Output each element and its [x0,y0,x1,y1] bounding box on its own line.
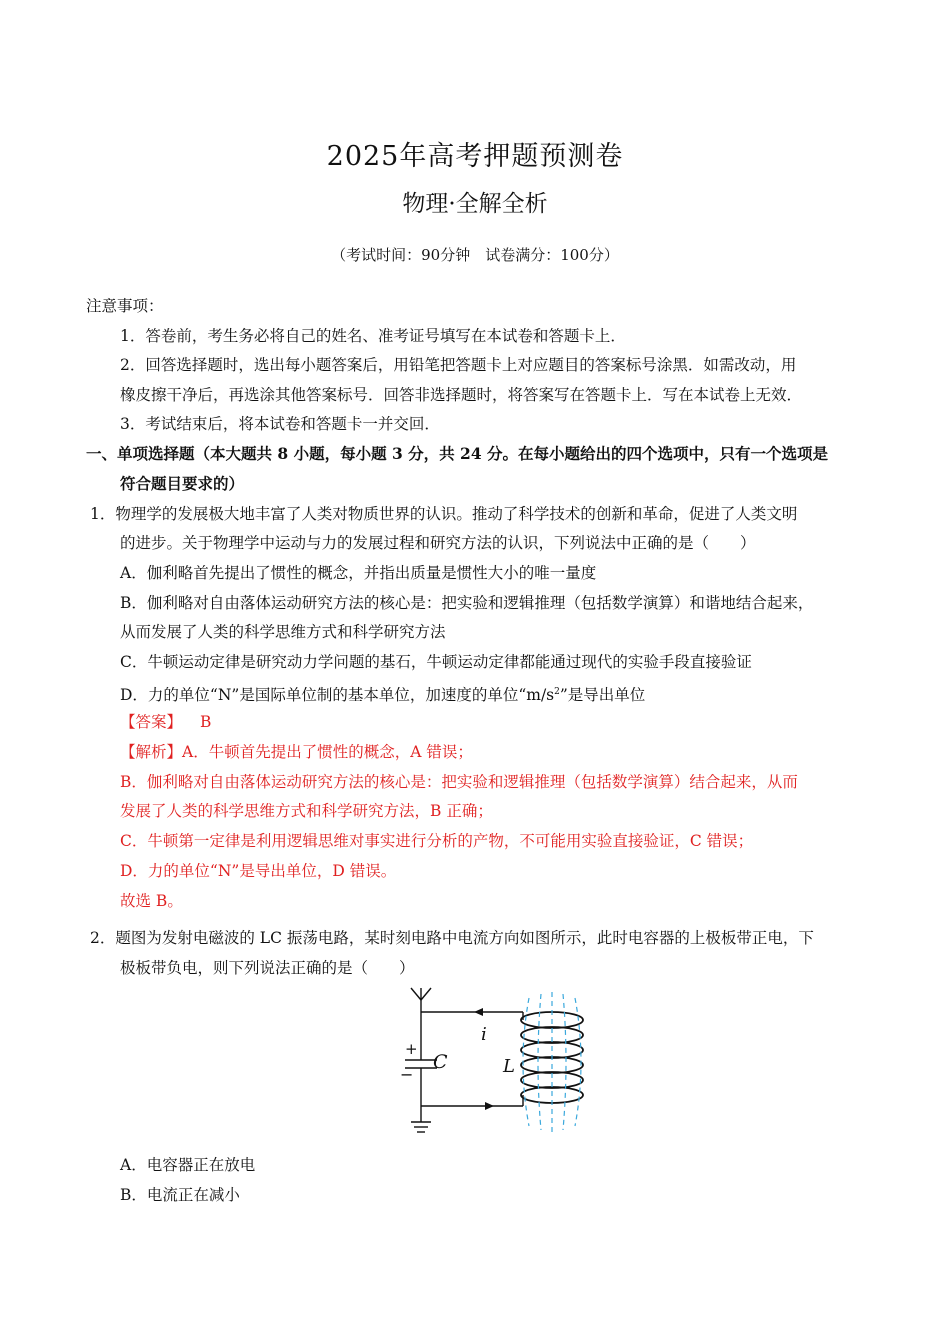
q1-stem-line-1: 1．物理学的发展极大地丰富了人类对物质世界的认识。推动了科学技术的创新和革命，促进了人类文明 [90,505,798,523]
q1-option-b-line-2: 从而发展了人类的科学思维方式和科学研究方法 [120,623,446,641]
page-title: 2025年高考押题预测卷 [326,141,624,172]
notes-item-3: 3．考试结束后，将本试卷和答题卡一并交回． [120,415,440,433]
q1-analysis-b-line-2: 发展了人类的科学思维方式和科学研究方法，B 正确； [120,802,493,820]
antenna-icon [411,988,431,1012]
magnetic-field-lines [523,992,581,1132]
notes-item-2-line-2: 橡皮擦干净后，再选涂其他答案标号．回答非选择题时，将答案写在答题卡上．写在本试卷上无效． [120,386,803,404]
current-arrow-bottom [485,1102,494,1110]
label-minus: − [400,1065,414,1084]
q1-option-d-superscript: 2 [554,687,560,697]
q1-analysis-d: D．力的单位“N”是导出单位，D 错误。 [120,862,397,880]
analysis-label: 【解析】 [120,743,183,761]
q1-conclusion: 故选 B。 [120,892,183,910]
q1-option-d [120,682,645,705]
q2-stem-line-2: 极板带负电，则下列说法正确的是（ ） [120,959,415,977]
lc-circuit-diagram [395,984,595,1139]
q2-option-a: A．电容器正在放电 [120,1156,256,1174]
q2-option-b: B．电流正在减小 [120,1186,240,1204]
q1-answer [120,712,211,732]
label-inductor-l: L [503,1056,515,1077]
q1-option-c: C．牛顿运动定律是研究动力学问题的基石，牛顿运动定律都能通过现代的实验手段直接验证 [120,653,752,671]
q1-option-d-text: D．力的单位“N”是国际单位制的基本单位，加速度的单位“m/s [120,686,555,705]
label-plus: + [405,1040,418,1058]
section-heading-line-1: 一、单项选择题（本大题共 8 小题，每小题 3 分，共 24 分。在每小题给出的四个选项中，只有一个选项是 [86,444,829,463]
section-heading-line-2: 符合题目要求的） [120,474,245,493]
exam-info: （考试时间：90分钟 试卷满分：100分） [331,246,619,264]
q1-analysis-c: C．牛顿第一定律是利用逻辑思维对事实进行分析的产物，不可能用实验直接验证，C 错误； [120,832,754,850]
analysis-a-text: A．牛顿首先提出了惯性的概念，A 错误； [182,743,473,761]
q1-analysis-a [120,742,473,762]
answer-value: B [200,713,212,731]
q1-stem-line-2: 的进步。关于物理学中运动与力的发展过程和研究方法的认识，下列说法中正确的是（ ） [120,534,756,552]
notes-item-2-line-1: 2．回答选择题时，选出每小题答案后，用铅笔把答题卡上对应题目的答案标号涂黑．如需改动，用 [120,356,797,374]
ground-icon [411,1106,431,1132]
current-arrow-top [474,1008,483,1016]
page-subtitle: 物理·全解全析 [402,191,548,217]
q1-option-b-line-1: B．伽利略对自由落体运动研究方法的核心是：把实验和逻辑推理（包括数学演算）和谐地结合起来， [120,594,814,612]
q1-analysis-b-line-1: B．伽利略对自由落体运动研究方法的核心是：把实验和逻辑推理（包括数学演算）结合起来，从而 [120,773,798,791]
answer-label: 【答案】 [120,713,183,731]
q2-stem-line-1: 2．题图为发射电磁波的 LC 振荡电路，某时刻电路中电流方向如图所示，此时电容器的上极板带正电，下 [90,929,814,947]
notes-item-1: 1．答卷前，考生务必将自己的姓名、准考证号填写在本试卷和答题卡上． [120,327,626,345]
q1-option-d-suffix: ”是导出单位 [559,686,646,705]
label-current-i: i [481,1024,487,1045]
q1-option-a: A．伽利略首先提出了惯性的概念，并指出质量是惯性大小的唯一量度 [120,564,597,582]
label-capacitor-c: C [433,1051,448,1073]
notes-heading: 注意事项： [86,297,164,315]
